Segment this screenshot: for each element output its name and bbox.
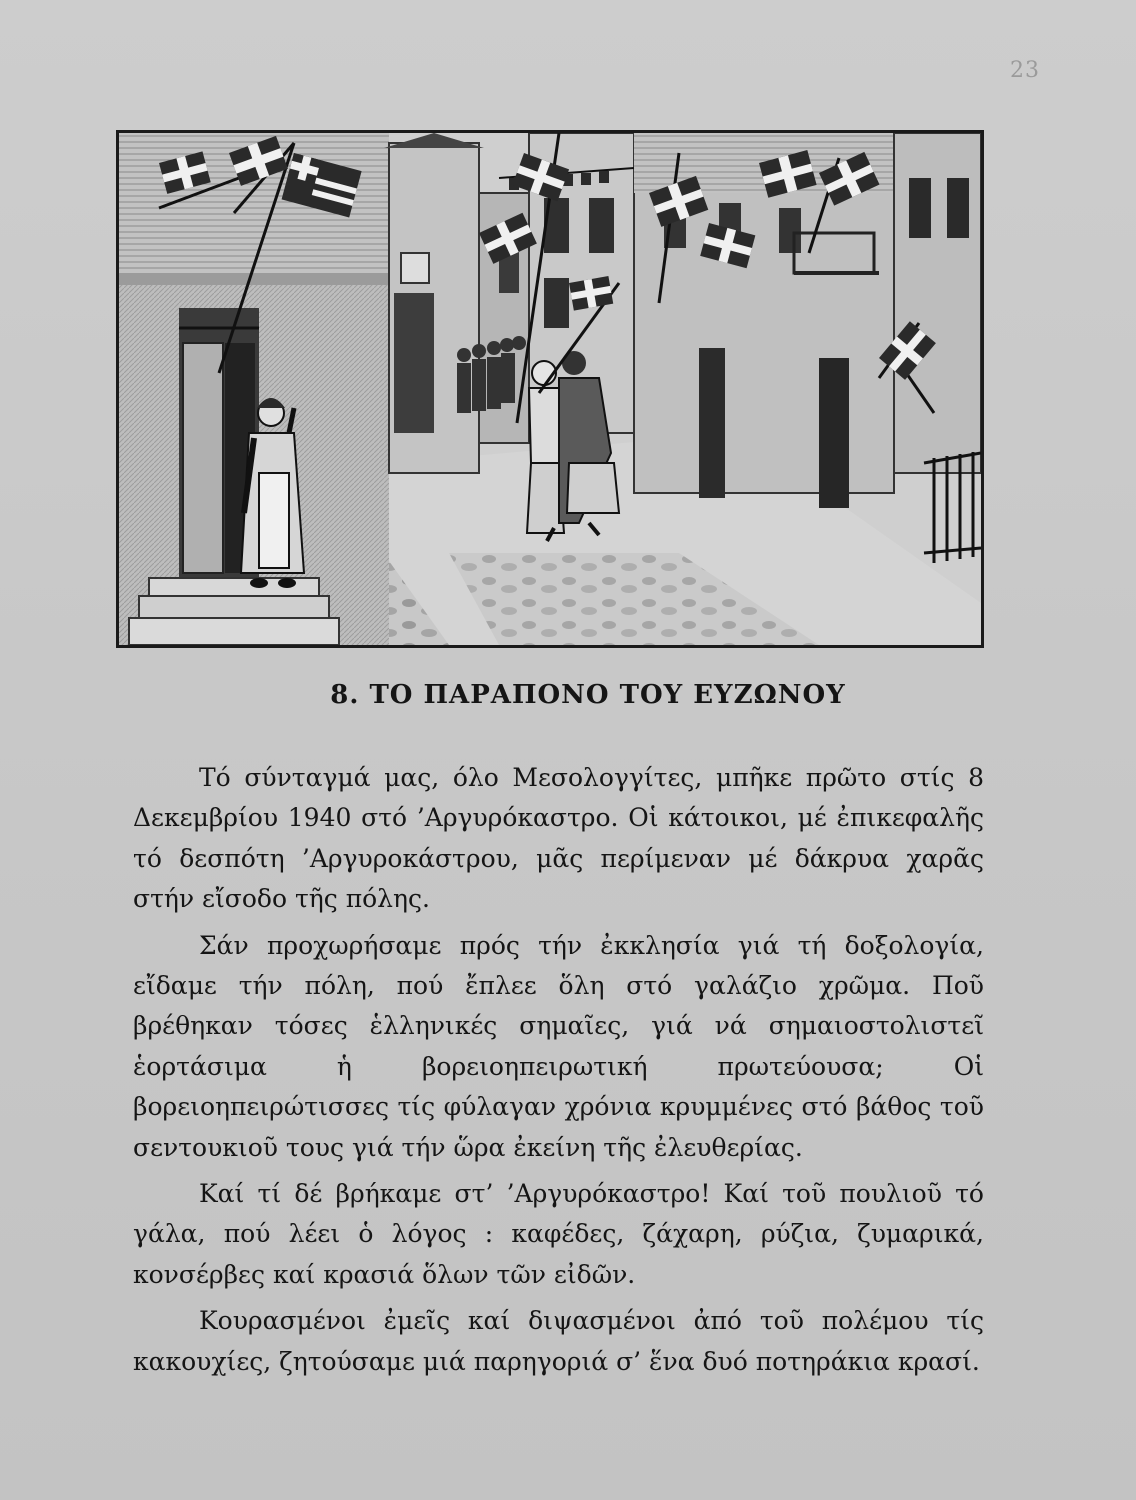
paragraph: Καί τί δέ βρήκαμε στ’ ’Αργυρόκαστρο! Καί τοῦ πουλιοῦ τό γάλα, πού λέει ὁ λόγος : καφέδες, ζάχαρη, ρύζια, ζυμαρικά, κονσέρβες καί κρασιά ὅλων τῶν εἰδῶν. <box>133 1179 984 1289</box>
street-illustration <box>116 130 984 648</box>
page-number: 23 <box>1010 58 1040 83</box>
paragraph: Κουρασμένοι ἐμεῖς καί διψασμένοι ἀπό τοῦ πολέμου τίς κακουχίες, ζητούσαμε μιά παρηγοριά σ’ ἕνα δυό ποτηράκια κρασί. <box>133 1306 984 1376</box>
chapter-title: 8. ΤΟ ΠΑΡΑΠΟΝΟ ΤΟΥ ΕΥΖΩΝΟΥ <box>330 680 846 710</box>
paragraph: Σάν προχωρήσαμε πρός τήν ἐκκλησία γιά τή δοξολογία, εἴδαμε τήν πόλη, πού ἔπλεε ὅλη στό γαλάζιο χρῶμα. Ποῦ βρέθηκαν τόσες ἑλληνικές σημαῖες, γιά νά σημαιοστολιστεῖ ἑορτάσιμα ἡ βορειοηπειρωτική πρωτεύουσα; Οἱ βορειοηπειρώτισσες τίς φύλαγαν χρόνια κρυμμένες στό βάθος τοῦ σεντουκιοῦ τους γιά τήν ὥρα ἐκείνη τῆς ἐλευθερίας. <box>133 930 984 1162</box>
paragraph: Τό σύνταγμά μας, όλο Μεσολογγίτες, μπῆκε πρῶτο στίς 8 Δεκεμβρίου 1940 στό ’Αργυρόκαστρο. Οἱ κάτοικοι, μέ ἐπικεφαλῆς τό δεσπότη ’Αργυροκάστρου, μᾶς περίμεναν μέ δάκρυα χαρᾶς στήν εἴσοδο τῆς πόλης. <box>133 763 984 914</box>
flag-decorated-street-illustration-icon <box>119 133 981 645</box>
chapter-body <box>133 758 984 1388</box>
